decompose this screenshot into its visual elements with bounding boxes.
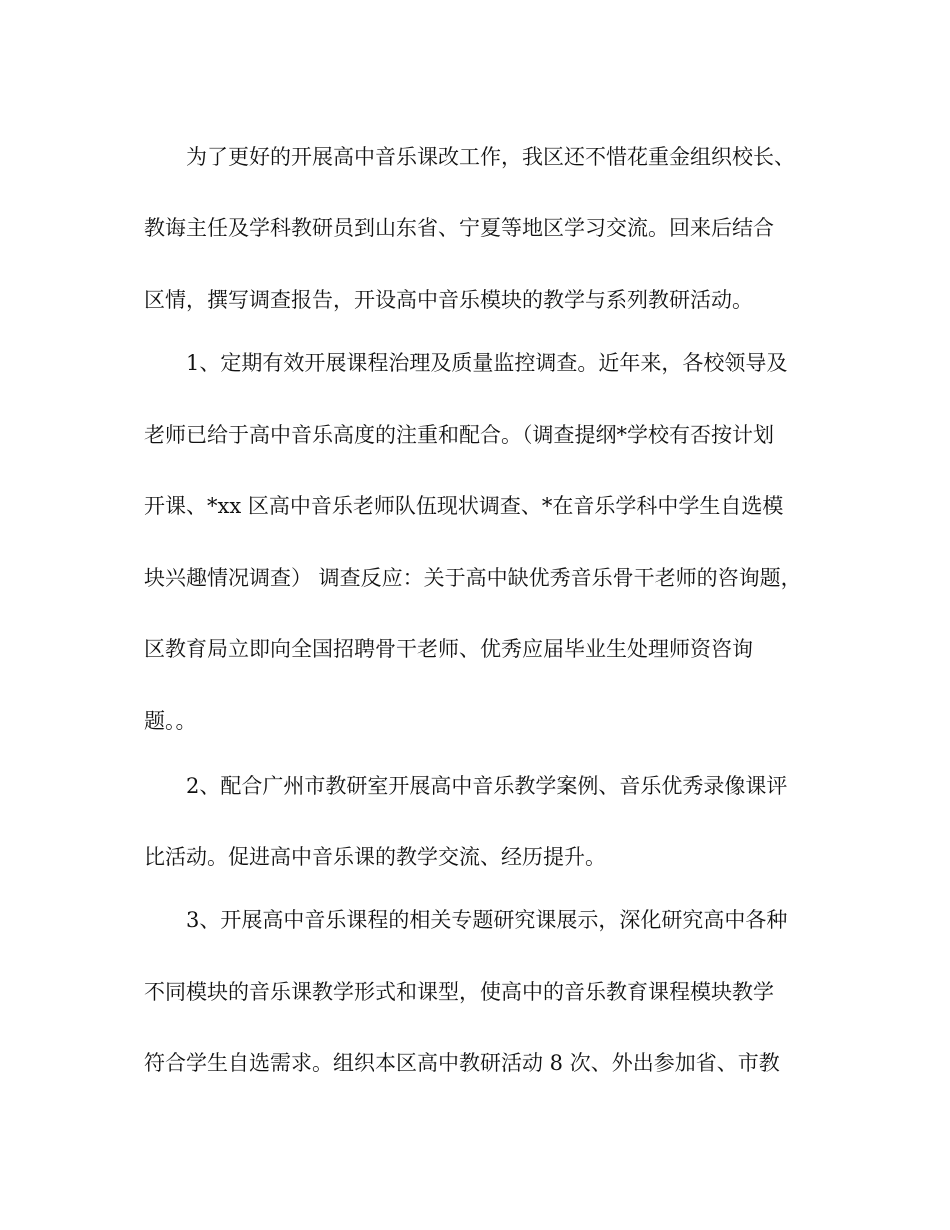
paragraph-line: 区情，撰写调查报告，开设高中音乐模块的教学与系列教研活动。 — [144, 288, 753, 312]
paragraph-line: 块兴趣情况调查） 调查反应：关于高中缺优秀音乐骨干老师的咨询题， — [144, 566, 802, 590]
paragraph-line: 2、配合广州市教研室开展高中音乐教学案例、音乐优秀录像课评 — [186, 774, 788, 798]
paragraph-line: 区教育局立即向全国招聘骨干老师、优秀应届毕业生处理师资咨询 — [144, 637, 753, 661]
paragraph-line: 1、定期有效开展课程治理及质量监控调查。近年来，各校领导及 — [186, 351, 788, 375]
paragraph-line: 符合学生自选需求。组织本区高中教研活动 8 次、外出参加省、市教 — [144, 1051, 780, 1075]
paragraph-line: 3、开展高中音乐课程的相关专题研究课展示，深化研究高中各种 — [186, 908, 788, 932]
paragraph-line: 教诲主任及学科教研员到山东省、宁夏等地区学习交流。回来后结合 — [144, 216, 774, 240]
paragraph-line: 老师已给于高中音乐高度的注重和配合。（调查提纲*学校有否按计划 — [144, 423, 774, 447]
paragraph-line: 比活动。促进高中音乐课的教学交流、经历提升。 — [144, 845, 606, 869]
paragraph-line: 为了更好的开展高中音乐课改工作，我区还不惜花重金组织校长、 — [186, 145, 795, 169]
paragraph-line: 题。。 — [144, 709, 197, 733]
paragraph-line: 开课、*xx 区高中音乐老师队伍现状调查、*在音乐学科中学生自选模 — [144, 494, 784, 518]
paragraph-line: 不同模块的音乐课教学形式和课型，使高中的音乐教育课程模块教学 — [144, 980, 774, 1004]
